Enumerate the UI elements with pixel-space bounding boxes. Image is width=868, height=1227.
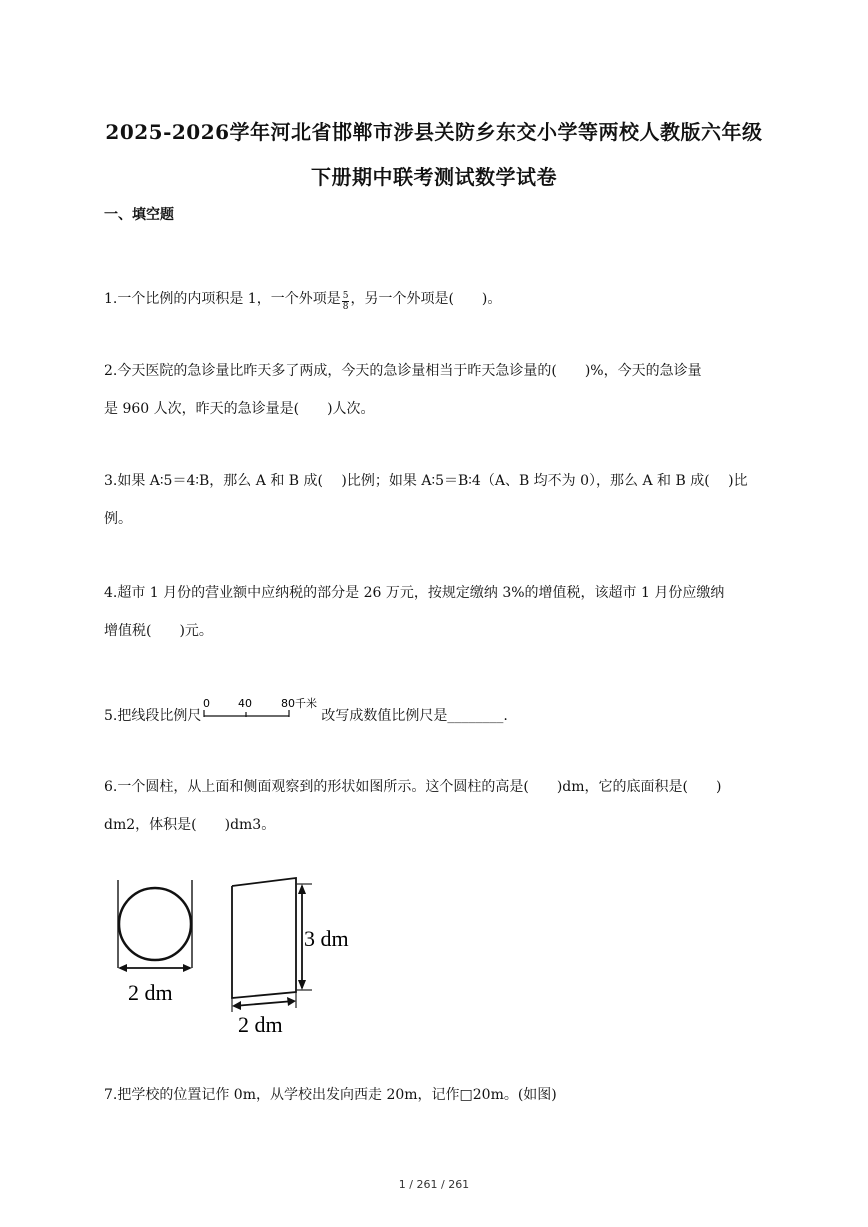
page-number-footer: 1 / 261 / 261 (398, 1178, 470, 1191)
top-view-circle (119, 888, 191, 960)
fraction (342, 291, 350, 312)
document-title-line-2: 下册期中联考测试数学试卷 (311, 165, 557, 189)
fraction-numerator: 5 (342, 291, 349, 301)
question-6-line-2: dm2，体积是( )dm3。 (104, 817, 276, 833)
section-heading: 一、填空题 (104, 207, 174, 223)
question-3-line-2: 例。 (104, 511, 132, 527)
question-2-line-1: 2.今天医院的急诊量比昨天多了两成，今天的急诊量相当于昨天急诊量的( )%，今天的急诊量 (104, 363, 702, 379)
side-view (232, 878, 349, 1037)
question-1-text-before: 1.一个比例的内项积是 1，一个外项是 (104, 291, 341, 307)
question-1 (104, 288, 501, 312)
question-4-line-1: 4.超市 1 月份的营业额中应纳税的部分是 26 万元，按规定缴纳 3%的增值税，该超市 1 月份应缴纳 (104, 585, 725, 601)
question-3-line-1: 3.如果 A∶5＝4∶B，那么 A 和 B 成( )比例；如果 A∶5＝B∶4（A、B 均不为 0），那么 A 和 B 成( )比 (104, 473, 748, 489)
side-view-width-label: 2 dm (238, 1012, 283, 1037)
document-title-line-1: 2025-2026学年河北省邯郸市涉县关防乡东交小学等两校人教版六年级 (105, 120, 763, 144)
question-2-line-2: 是 960 人次，昨天的急诊量是( )人次。 (104, 401, 375, 417)
top-view (118, 880, 192, 1005)
side-view-rectangle (232, 878, 296, 998)
top-view-diameter-label: 2 dm (128, 980, 173, 1005)
cylinder-views-figure (100, 872, 370, 1042)
question-4-line-2: 增值税( )元。 (104, 623, 213, 639)
question-5 (104, 696, 508, 725)
question-5-text-after: 改写成数值比例尺是________. (321, 708, 508, 724)
question-6-line-1: 6.一个圆柱，从上面和侧面观察到的形状如图所示。这个圆柱的高是( )dm，它的底面积是( ) (104, 779, 722, 795)
line-scale-ruler (203, 696, 319, 722)
question-1-text-after: ，另一个外项是( )。 (350, 291, 502, 307)
ruler-label-80: 80千米 (281, 697, 318, 710)
ruler-label-40: 40 (238, 697, 253, 710)
ruler-label-0: 0 (203, 697, 211, 710)
question-7-line-1: 7.把学校的位置记作 0m，从学校出发向西走 20m，记作□20m。(如图) (104, 1087, 557, 1103)
side-view-height-label: 3 dm (304, 926, 349, 951)
fraction-denominator: 8 (342, 302, 349, 312)
question-5-text-before: 5.把线段比例尺 (104, 708, 202, 724)
